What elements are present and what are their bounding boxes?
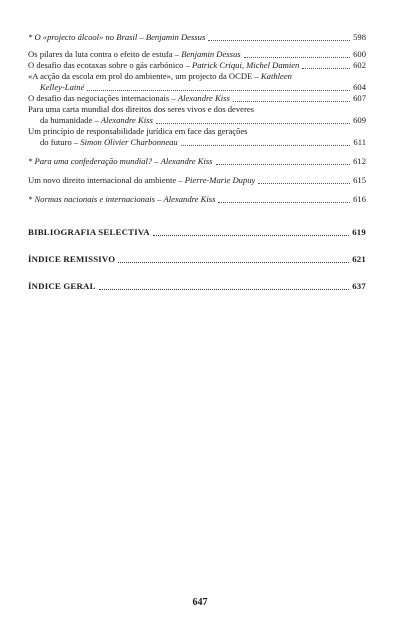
section-page: 619	[352, 227, 366, 237]
entry-author: Patrick Criqui, Michel Damien	[191, 60, 300, 70]
entry-author: Alexandre Kiss	[100, 115, 153, 125]
section-entry-index	[28, 254, 366, 265]
dot-leader	[99, 289, 350, 290]
dot-leader	[118, 262, 349, 263]
entry-author: Alexandre Kiss	[177, 93, 230, 103]
toc-entry	[28, 32, 366, 43]
entry-title: Para uma carta mundial dos direitos dos seres vivos e dos deveres	[28, 104, 255, 114]
entry-title: «A acção da escola em prol do ambiente», um projecto da OCDE	[28, 71, 253, 81]
entry-author: Benjamin Dessus	[181, 49, 241, 59]
entry-separator: –	[155, 194, 164, 204]
page-number: 647	[192, 597, 208, 608]
dot-leader	[216, 164, 351, 165]
section-title: ÍNDICE GERAL	[28, 281, 96, 291]
dot-leader	[87, 90, 350, 91]
section-entry-general-index	[28, 281, 366, 292]
entry-title-continued: da humanidade	[40, 115, 93, 125]
section-title: ÍNDICE REMISSIVO	[28, 254, 116, 264]
entry-page: 604	[353, 82, 366, 92]
entry-page: 615	[353, 175, 366, 185]
toc-entry	[28, 137, 366, 148]
dot-leader	[258, 183, 350, 184]
toc-entry-first-line	[28, 126, 366, 137]
toc-entry	[28, 49, 366, 60]
dot-leader	[181, 145, 351, 146]
entry-title-continued: do futuro	[40, 137, 72, 147]
toc-entry-first-line	[28, 104, 366, 115]
entry-separator: –	[152, 156, 161, 166]
entry-title: O desafio das negociações internacionais	[28, 93, 170, 103]
entry-author: Pierre-Marie Dupuy	[184, 175, 256, 185]
entry-page: 609	[353, 115, 366, 125]
entry-title: Um novo direito internacional do ambiente	[28, 175, 177, 185]
toc-entry	[28, 156, 366, 167]
entry-author: Benjamin Dessus	[145, 32, 206, 42]
entry-page: 607	[353, 93, 366, 103]
entry-prefix: *	[28, 32, 35, 42]
entry-page: 611	[353, 137, 366, 147]
entry-prefix: *	[28, 156, 35, 166]
entry-author: Kathleen	[260, 71, 292, 81]
entry-author: Alexandre Kiss	[163, 194, 216, 204]
section-page: 637	[352, 281, 366, 291]
toc-entry-first-line	[28, 71, 366, 82]
entry-title: Para uma confederação mundial?	[34, 156, 153, 166]
toc-entry	[28, 194, 366, 205]
dot-leader	[218, 202, 350, 203]
entry-separator: –	[176, 175, 185, 185]
entry-title: O «projecto álcool» no Brasil	[34, 32, 138, 42]
dot-leader	[233, 101, 350, 102]
entry-title: Normas nacionais e internacionais	[34, 194, 156, 204]
entry-separator: –	[169, 93, 178, 103]
toc-entry	[28, 175, 366, 186]
entry-separator: –	[71, 137, 81, 147]
entry-separator: –	[172, 49, 182, 59]
entry-title: Os pilares da luta contra o efeito de estufa	[28, 49, 173, 59]
toc-entry	[28, 82, 366, 93]
entry-title: Um princípio de responsabilidade jurídica em face das gerações	[28, 126, 248, 136]
section-title: BIBLIOGRAFIA SELECTIVA	[28, 227, 150, 237]
section-entry-bibliography	[28, 227, 366, 238]
entry-page: 616	[353, 194, 366, 204]
toc-entry	[28, 115, 366, 126]
entry-author: Alexandre Kiss	[160, 156, 213, 166]
entry-title: O desafio das ecotaxas sobre o gás carbónico	[28, 60, 184, 70]
dot-leader	[302, 68, 350, 69]
entry-page: 602	[353, 60, 366, 70]
dot-leader	[208, 40, 350, 41]
entry-page: 598	[353, 32, 366, 42]
entry-separator: –	[92, 115, 101, 125]
toc-entry	[28, 60, 366, 71]
toc-entry	[28, 93, 366, 104]
entry-page: 612	[353, 156, 366, 166]
dot-leader	[156, 123, 350, 124]
dot-leader	[244, 57, 350, 58]
dot-leader	[153, 235, 349, 236]
entry-separator: –	[252, 71, 261, 81]
entry-page: 600	[353, 49, 366, 59]
entry-separator: –	[137, 32, 146, 42]
section-page: 621	[352, 254, 366, 264]
table-of-contents	[28, 32, 366, 292]
entry-separator: –	[183, 60, 192, 70]
entry-prefix: *	[28, 194, 35, 204]
entry-author-continued: Kelley-Lainé	[40, 82, 85, 92]
entry-author: Simon Olivier Charbonneau	[80, 137, 178, 147]
